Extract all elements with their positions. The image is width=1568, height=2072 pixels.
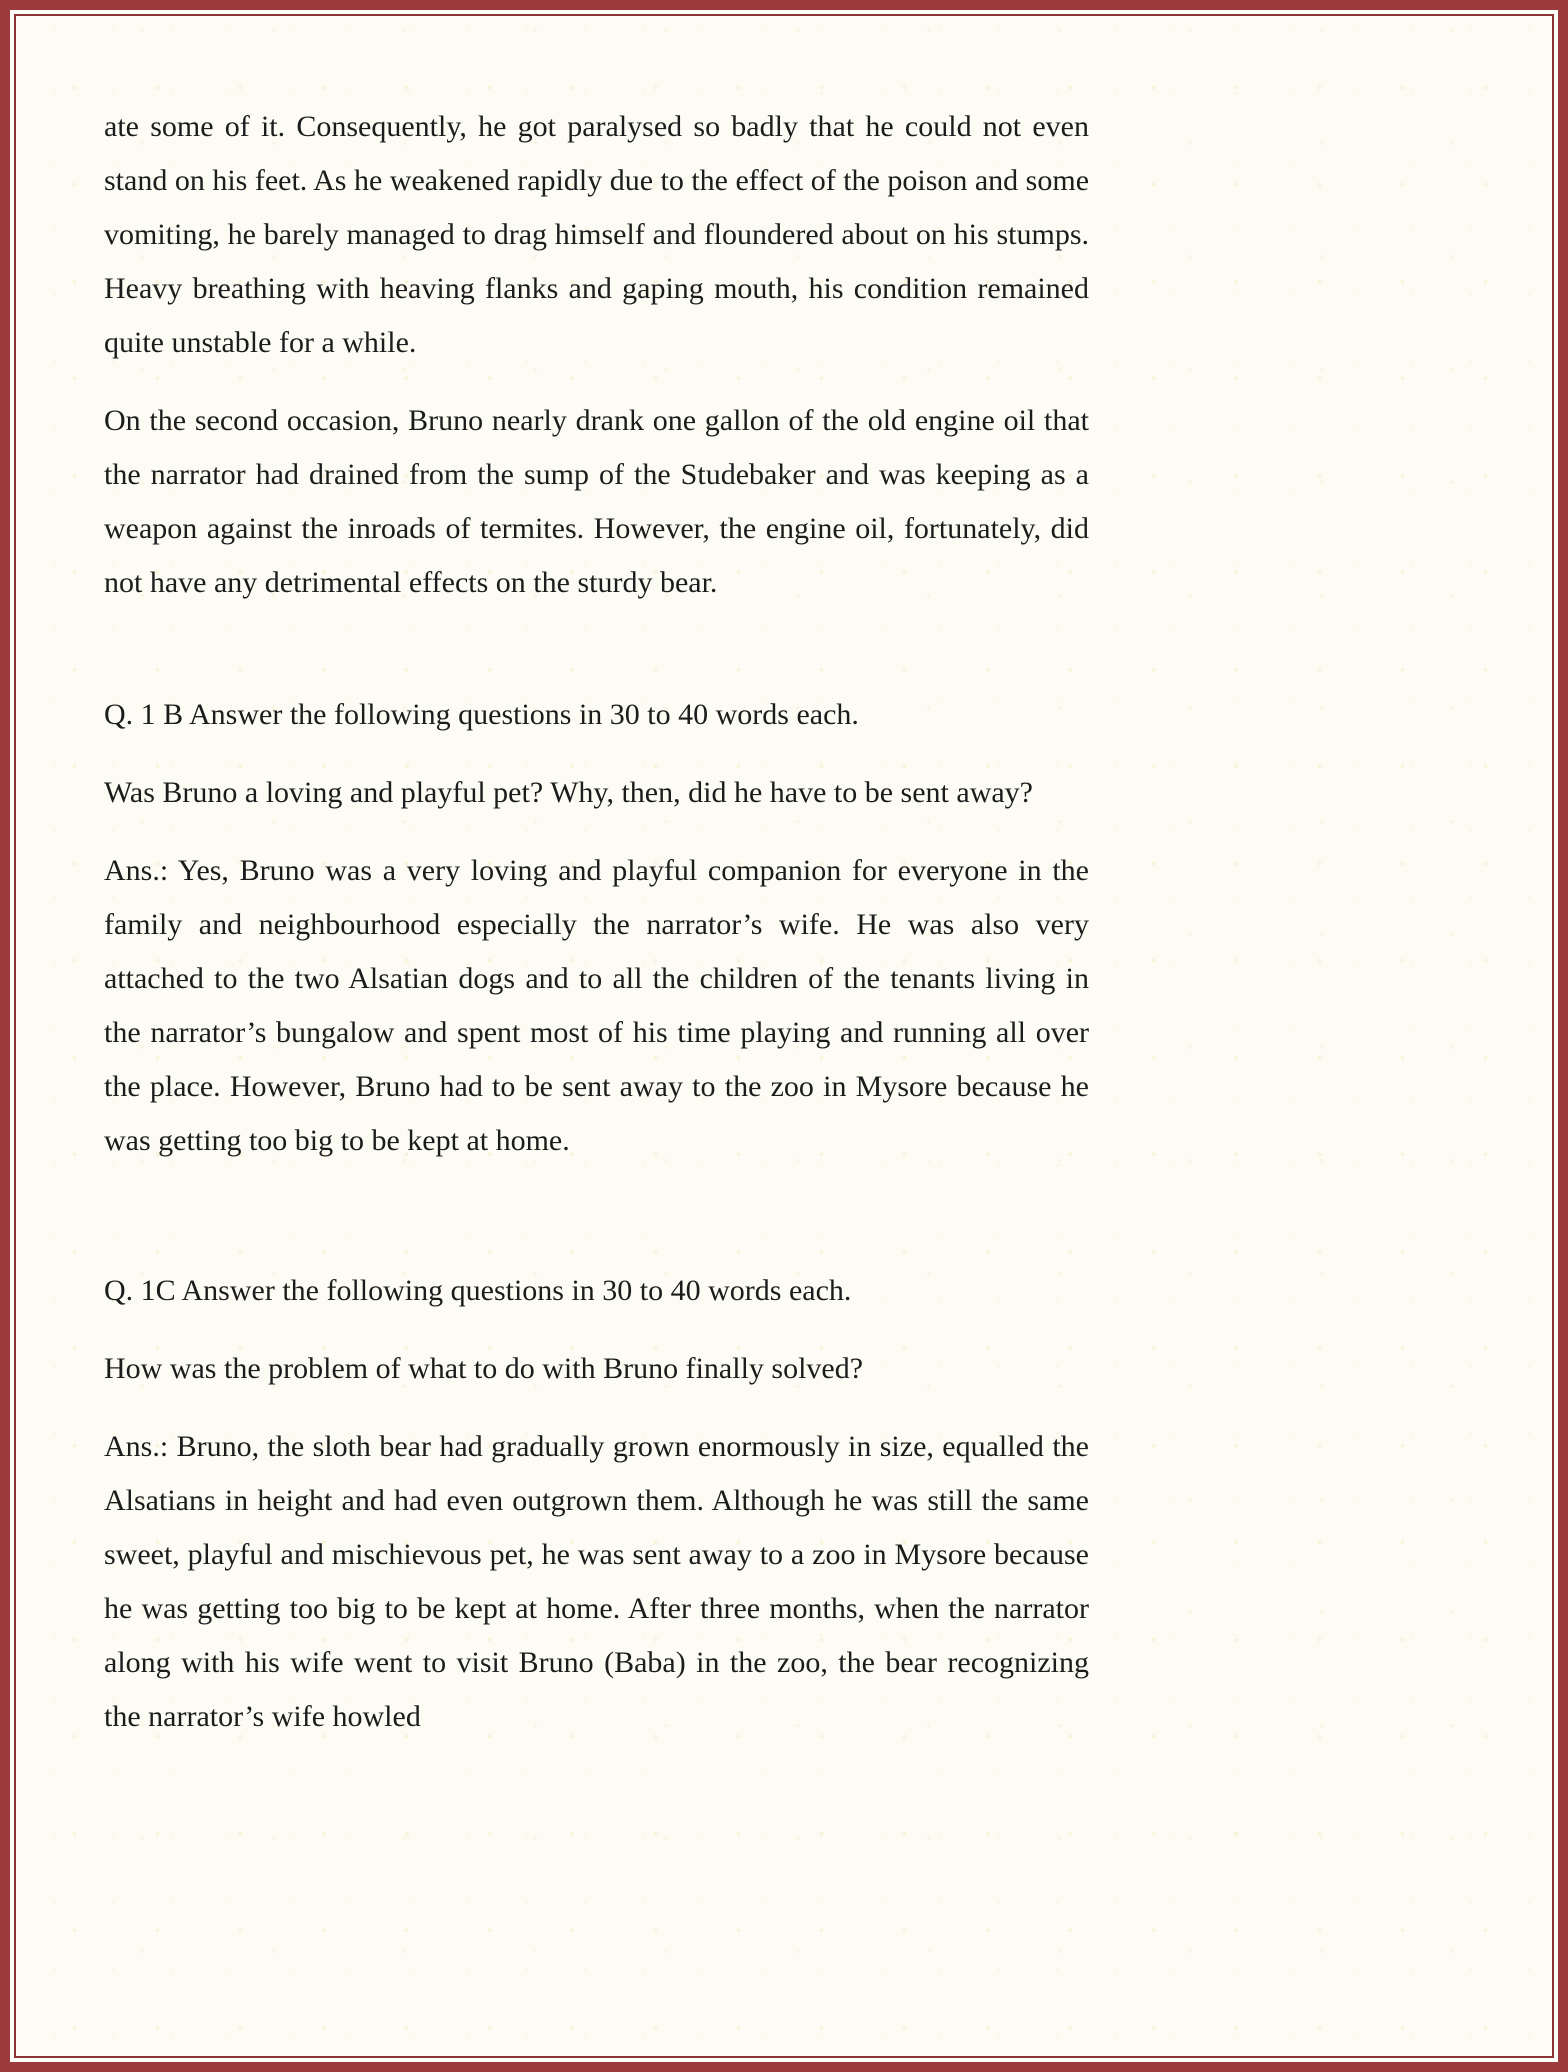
answer-1b: Ans.: Yes, Bruno was a very loving and playful companion for everyone in the family and neighbourhood especially the narrator’s wife. He was also very attached to the two Alsatian dogs and to all the children of the tenants living in the narrator’s bungalow and spent most of his time playing and running all over the place. However, Bruno had to be sent away to the zoo in Mysore because he was getting too big to be kept at home. — [104, 854, 1089, 1157]
answer-1c: Ans.: Bruno, the sloth bear had gradually grown enormously in size, equalled the Alsatians in height and had even outgrown them. Although he was still the same sweet, playful and mischievous pet, he was sent away to a zoo in Mysore because he was getting too big to be kept at home. After three months, when the narrator along with his wife went to visit Bruno (Baba) in the zoo, the bear recognizing the narrator’s wife howled — [104, 1430, 1089, 1733]
question-1c-heading: Q. 1C Answer the following questions in 30 to 40 words each. — [104, 1274, 852, 1307]
story-paragraph-2: On the second occasion, Bruno nearly drank one gallon of the old engine oil that the narrator had drained from the sump of the Studebaker and was keeping as a weapon against the inroads of termites. However, the engine oil, fortunately, did not have any detrimental effects on the sturdy bear. — [104, 404, 1089, 599]
question-1c-text: How was the problem of what to do with Bruno finally solved? — [104, 1352, 864, 1385]
text-block — [104, 100, 1089, 1744]
story-paragraph-1: ate some of it. Consequently, he got paralysed so badly that he could not even stand on his feet. As he weakened rapidly due to the effect of the poison and some vomiting, he barely managed to drag himself and floundered about on his stumps. Heavy breathing with heaving flanks and gaping mouth, his condition remained quite unstable for a while. — [104, 110, 1090, 359]
document-page — [14, 14, 1554, 2058]
question-1b-heading: Q. 1 B Answer the following questions in 30 to 40 words each. — [104, 698, 859, 731]
question-1b-text: Was Bruno a loving and playful pet? Why, then, did he have to be sent away? — [104, 776, 1033, 809]
